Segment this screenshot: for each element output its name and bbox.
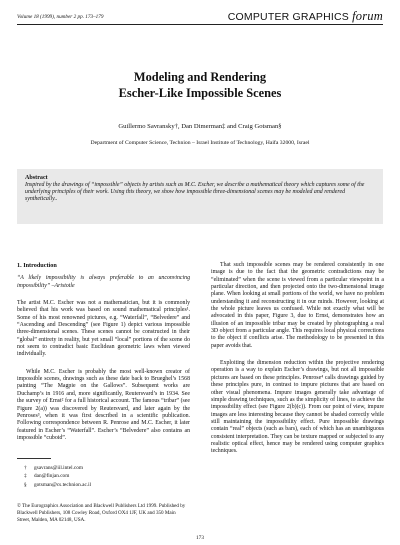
abstract-body: Inspired by the drawings of “impossible” objects by artists such as M.C. Escher, we describe a mathematical theory which captures some of the underlying principles of their work. Using this theory, we show how impossible three-dimensional scenes may be modeled and rendered synthetically.. bbox=[25, 182, 365, 203]
paper-affiliation: Department of Computer Science, Technion – Israel Institute of Technology, Haifa 32000, Israel bbox=[90, 140, 310, 146]
footnote-email: dan@finjan.com bbox=[34, 473, 70, 480]
footnote-mark: † bbox=[24, 465, 27, 471]
running-header bbox=[17, 8, 383, 22]
epigraph-quote: “A likely impossibility is always preferable to an unconvincing impossibility” –Aristotle bbox=[17, 275, 190, 289]
copyright-notice: © The Eurographics Association and Blackwell Publishers Ltd 1999. Published by Blackwell Publishers, 108 Cowley Road, Oxford OX4 1JF, UK and 350 Main Street, Malden, MA 02148, USA. bbox=[17, 503, 186, 523]
footnote-email: gsavrans@iil.intel.com bbox=[34, 465, 84, 471]
paper-title-line1: Modeling and Rendering bbox=[133, 70, 267, 84]
abstract-heading: Abstract bbox=[25, 175, 48, 181]
header-rule bbox=[17, 24, 383, 25]
footnote-mark: ‡ bbox=[24, 473, 27, 480]
footnote-rule bbox=[17, 458, 51, 459]
footnote-mark: § bbox=[24, 481, 27, 488]
paper-title bbox=[0, 70, 400, 101]
right-column bbox=[211, 262, 384, 456]
page-number: 173 bbox=[196, 535, 204, 541]
footnote-item bbox=[24, 481, 184, 489]
paper-title-line2: Escher-Like Impossible Scenes bbox=[118, 85, 282, 100]
journal-brand-forum: forum bbox=[352, 9, 383, 23]
body-paragraph: While M.C. Escher is probably the most well-known creator of impossible scenes, drawings such as these date back to Brueghel’s 1568 painting “The Magpie on the Gallows”. Subsequent works are Duchamp’s in 1916 and, more significantly, Reutersvard’s in 1934. See the survey of Ernst² for a full historical account. The famous “tribar” (see Figure 2(a)) was discovered by Reutersvard, and later again by the Penroses³, when it was first described in a scientific publication. Following correspondence between R. Penrose and M.C. Escher, it later featured in Escher’s “Waterfall”. Escher’s “Belvedere” also contains an impossible “cuboid”. bbox=[17, 368, 190, 441]
footnote-item bbox=[24, 472, 184, 480]
footnote-item bbox=[24, 464, 184, 472]
abstract-box bbox=[17, 169, 383, 224]
body-paragraph: Exploiting the dimension reduction within the projective rendering operation is a way to explain Escher’s drawings, but not all impossible pictures are based on these principles. Penrose⁴ calls drawings guided by these principles pure, in contrast to impure pictures that are based on other visual phenomena. Impure images generally take advantage of simple drawing techniques, such as the simplicity of lines, to achieve the impossibility effect (see Figure 2(b)(c)). From our point of view, impure images are less interesting because they cannot be shaded correctly while still maintaining the impossibility effect. Pure impossible drawings contain “real” objects (such as bars), each of which has an unambiguous consistent interpretation. They can be texture mapped or subjected to any realistic optical effect, hence may be rendered using computer graphics techniques. bbox=[211, 360, 384, 455]
body-paragraph: The artist M.C. Escher was not a mathematician, but it is commonly believed that his work was based on sound mathematical principles¹. Some of his most renowned pictures, e.g. “Waterfall”, “Belvedere” and “Ascending and Descending” (see Figure 1) depict various impossible three-dimensional scenes. These scenes cannot be constructed in their “global” entirety in reality, but yet small “local” portions of the scene do not seem to contradict basic Euclidean geometric laws when viewed individually. bbox=[17, 300, 190, 358]
left-column bbox=[17, 262, 190, 442]
journal-brand bbox=[228, 9, 383, 24]
footnotes bbox=[24, 464, 184, 489]
footnote-email: gotsman@cs.technion.ac.il bbox=[34, 481, 92, 488]
paper-authors: Guillermo Savransky†, Dan Dimerman‡ and Craig Gotsman§ bbox=[118, 123, 282, 130]
journal-info: Volume 18 (1999), number 2 pp. 173–179 bbox=[17, 14, 104, 20]
journal-brand-main: COMPUTER GRAPHICS bbox=[227, 11, 349, 23]
body-paragraph: That such impossible scenes may be rendered consistently in one image is due to the fact that the geometric contradictions may be “eliminated” when the scene is viewed from a particular viewpoint in a particular direction, and then projected onto the two-dimensional image plane. When looking at small portions of the world, we have no problem understanding it and reconstructing it in our minds. However, looking at the whole picture leaves us confused. While not exactly what will be advocated in this paper, Figure 3, due to Ernst, demonstrates how an illusion of an impossible tribar may be created by photographing a real 3D object from a particular angle. This requires local physical corrections to the object if conflicts arise. The methodology to be presented in this paper avoids that. bbox=[211, 262, 384, 349]
section-heading: 1. Introduction bbox=[17, 262, 57, 269]
